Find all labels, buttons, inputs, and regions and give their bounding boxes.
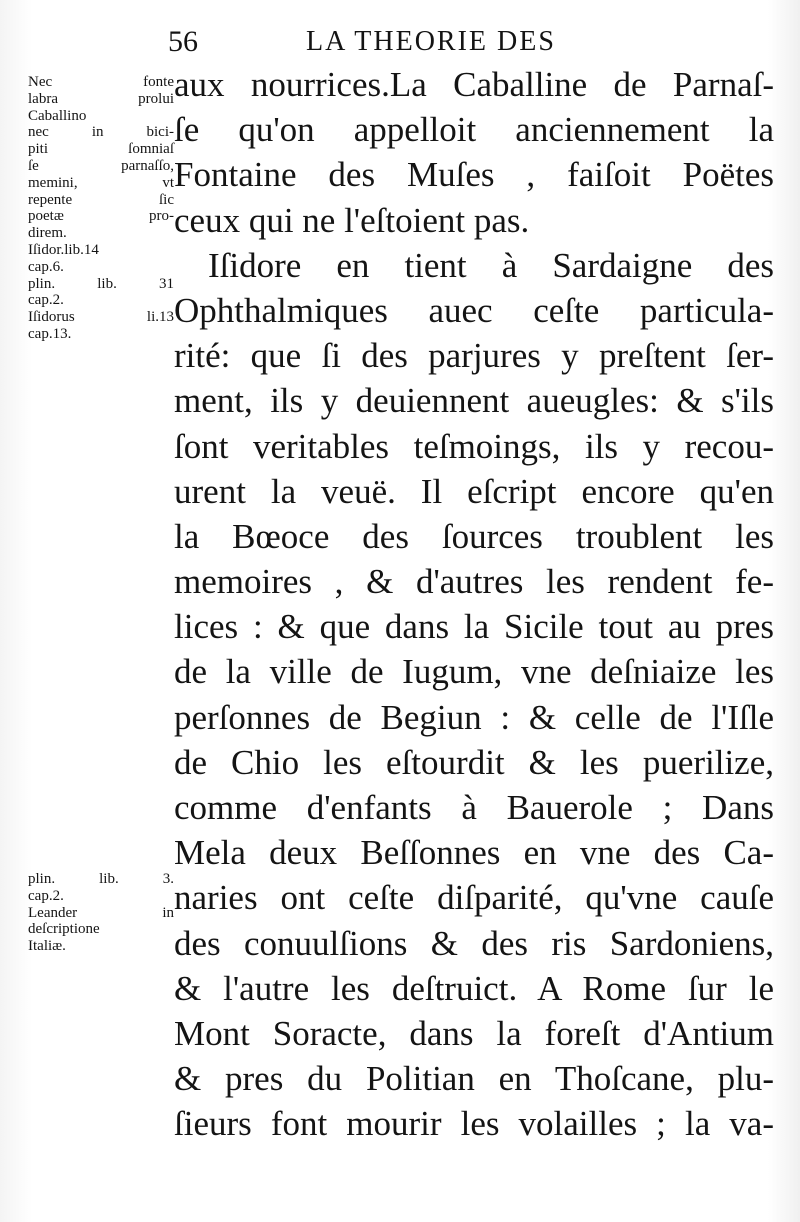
margin-note-line: Leander in <box>28 904 174 921</box>
text-line: de la ville de Iugum, vne deſniaize les <box>174 652 774 692</box>
margin-note-line: cap.13. <box>28 325 72 342</box>
text-line: rité: que ſi des parjures y preſtent ſer- <box>174 336 774 376</box>
page-number: 56 <box>168 25 198 58</box>
text-line: Iſidore en tient à Sardaigne des <box>208 245 774 285</box>
text-line: & pres du Politian en Thoſcane, plu- <box>174 1059 774 1099</box>
text-line: comme d'enfants à Bauerole ; Dans <box>174 788 774 827</box>
text-line: lices : & que dans la Sicile tout au pres <box>174 607 774 647</box>
text-line: Ophthalmiques auec ceſte particula- <box>174 290 774 330</box>
text-line: naries ont ceſte diſparité, qu'vne cauſe <box>174 878 774 918</box>
text-line: des conuulſions & des ris Sardoniens, <box>174 923 774 963</box>
text-line: Fontaine des Muſes , faiſoit Poëtes <box>174 155 774 195</box>
margin-note-line: labra prolui <box>28 90 174 107</box>
margin-note-line: plin. lib. 3. <box>28 871 174 887</box>
text-line: Mont Soracte, dans la foreſt d'Antium <box>174 1013 774 1053</box>
margin-note-line: deſcriptione <box>28 921 100 938</box>
text-line: ſont veritables teſmoings, ils y recou- <box>174 426 774 466</box>
margin-notes-lower <box>28 871 174 955</box>
margin-note-line: memini, vt <box>28 174 174 191</box>
margin-note-line: direm. <box>28 225 67 242</box>
text-line: de Chio les eſtourdit & les puerilize, <box>174 742 774 782</box>
margin-note-line: ſe parnaſſo, <box>28 157 174 174</box>
text-line: ſe qu'on appelloit anciennement la <box>174 110 774 150</box>
margin-note-line: plin. lib. 31 <box>28 275 174 292</box>
margin-note-line: Iſidorus li.13 <box>28 309 174 326</box>
text-line: aux nourrices.La Caballine de Parnaſ- <box>174 65 774 104</box>
margin-note-line: nec in bici- <box>28 124 174 141</box>
body-text <box>174 62 774 1147</box>
margin-note-line: cap.2. <box>28 292 64 309</box>
margin-note-line: repente ſic <box>28 191 174 208</box>
text-line: urent la veuë. Il eſcript encore qu'en <box>174 471 774 511</box>
text-line: ment, ils y deuiennent aueugles: & s'ils <box>174 381 774 421</box>
page-header <box>0 24 800 64</box>
margin-note-line: piti ſomniaſ <box>28 141 174 158</box>
text-line: ſieurs font mourir les volailles ; la va- <box>174 1104 774 1144</box>
margin-note-line: poetæ pro- <box>28 208 174 225</box>
text-line: ceux qui ne l'eſtoient pas. <box>174 200 530 240</box>
margin-notes-upper <box>28 74 174 343</box>
margin-note-line: Italiæ. <box>28 938 66 955</box>
margin-note-line: cap.6. <box>28 258 64 275</box>
text-line: la Bœoce des ſources troublent les <box>174 516 774 556</box>
margin-note-line: cap.2. <box>28 887 64 904</box>
text-line: perſonnes de Begiun : & celle de l'Iſle <box>174 697 774 737</box>
margin-note-line: Caballino <box>28 107 87 124</box>
text-line: & l'autre les deſtruict. A Rome ſur le <box>174 968 774 1008</box>
text-line: Mela deux Beſſonnes en vne des Ca- <box>174 833 774 873</box>
margin-note-line: Iſidor.lib.14 <box>28 241 99 258</box>
running-title: LA THEORIE DES <box>306 26 556 57</box>
text-line: memoires , & d'autres les rendent fe- <box>174 562 774 602</box>
margin-note-line: Nec fonte <box>28 74 174 90</box>
